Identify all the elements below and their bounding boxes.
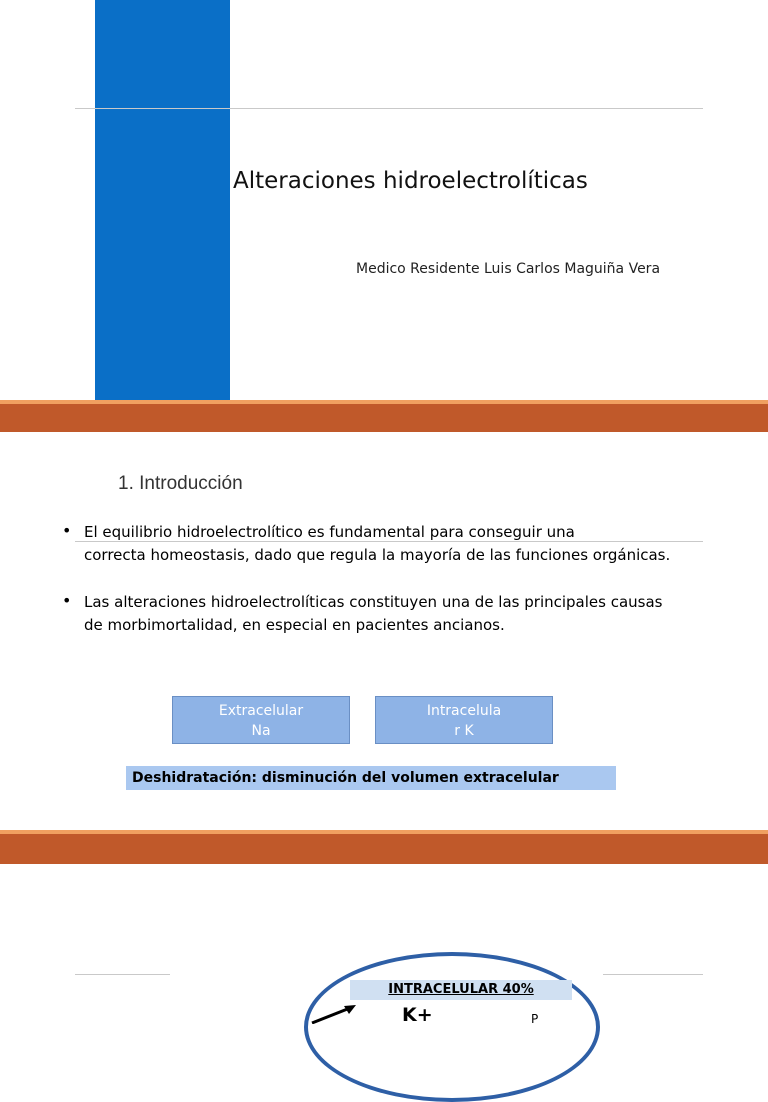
author-subtitle: Medico Residente Luis Carlos Maguiña Vera	[356, 261, 661, 277]
intracellular-label: INTRACELULAR 40%	[350, 980, 572, 1000]
bullet-item	[84, 521, 694, 567]
bullet-line: de morbimortalidad, en especial en pacientes ancianos.	[84, 616, 505, 634]
slide-title: Alteraciones hidroelectrolíticas	[233, 168, 588, 194]
bullet-marker: •	[62, 591, 72, 610]
bullet-line: Las alteraciones hidroelectrolíticas constituyen una de las principales causas	[84, 593, 663, 611]
bullet-marker: •	[62, 521, 72, 540]
bullet-item	[84, 591, 694, 637]
slide-separator-band	[0, 404, 768, 432]
divider-line	[75, 974, 170, 975]
cell-diagram-ellipse	[304, 952, 600, 1102]
arrow-icon	[310, 1002, 360, 1024]
section-heading: 1. Introducción	[118, 473, 243, 494]
highlight-text: Deshidratación: disminución del volumen extracelular	[126, 766, 616, 790]
bullet-line: El equilibrio hidroelectrolítico es fundamental para conseguir una	[84, 523, 575, 541]
bullet-line: correcta homeostasis, dado que regula la mayoría de las funciones orgánicas.	[84, 546, 671, 564]
box-line: Intracelula	[426, 703, 502, 719]
divider-line	[603, 974, 703, 975]
divider-line	[75, 108, 703, 109]
phosphate-label: P	[531, 1012, 539, 1026]
accent-blue-bar	[95, 0, 230, 432]
box-line: Extracelular	[218, 703, 304, 719]
extracellular-box	[172, 696, 350, 744]
box-line: r K	[454, 723, 474, 739]
potassium-label: K+	[402, 1004, 433, 1026]
intracellular-box	[375, 696, 553, 744]
slide-separator-band	[0, 834, 768, 864]
box-line: Na	[251, 723, 271, 739]
